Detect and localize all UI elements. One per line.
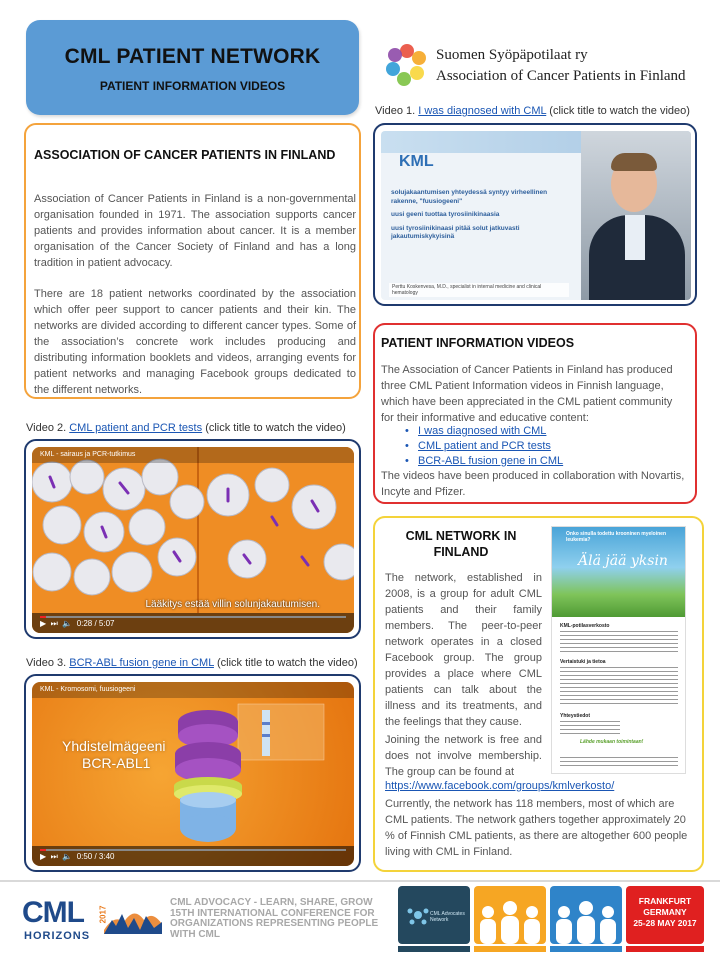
logo-line-2: Association of Cancer Patients in Finland: [436, 68, 686, 84]
city-skyline-icon: [104, 900, 162, 934]
video1-player[interactable]: [373, 123, 697, 306]
footer-line-4: WITH CML: [170, 928, 220, 940]
flyer-title-1: KML-potilasverkosto: [560, 623, 610, 629]
flyer-footer-lines: [560, 757, 678, 767]
network-heading-line-2: FINLAND: [433, 545, 489, 559]
network-box: [373, 516, 704, 872]
people-icon: [550, 886, 622, 944]
footer-line-3: ORGANIZATIONS REPRESENTING PEOPLE: [170, 918, 379, 929]
slide-bullet: uusi geeni tuottaa tyrosiinikinaasia: [391, 211, 500, 218]
flyer-text-lines: [560, 721, 620, 735]
list-link-video2[interactable]: CML patient and PCR tests: [418, 440, 551, 452]
color-strip-teal: [398, 946, 470, 952]
video3-frame: [32, 682, 354, 866]
network-paragraph-3: Currently, the network has 118 members, most of which are CML patients. The network gathers together approximately 20 % of Finnish CML patients, as there are altogether 600 people living with CML in Finland.: [385, 798, 688, 858]
network-paragraph-1: The network, established in 2008, is a group for adult CML patients and their family members. The peer-to-peer network operates in a closed Facebook group. The group provides a place where CML patients can talk about the illness and its treatments, and the feelings that they cause.: [385, 572, 542, 728]
horizons-logo-word: HORIZONS: [24, 930, 91, 942]
network-dots-icon: [406, 903, 430, 927]
patient-videos-outro: The videos have been produced in collaboration with Novartis, Incyte and Pfizer.: [381, 470, 685, 498]
footer-line-1: CML ADVOCACY - LEARN, SHARE, GROW: [170, 897, 373, 908]
association-box: [24, 123, 361, 399]
video3-title-bar: KML - Kromosomi, fuusiogeeni: [32, 682, 354, 698]
slide-bullet: solujakaantumisen yhteydessä syntyy virheellinen rakenne, "fuusiogeeni": [391, 189, 548, 205]
event-city: FRANKFURT: [638, 896, 692, 906]
flyer-header: Onko sinulla todettu krooninen myeloinen leukemia?: [566, 531, 667, 543]
video3-suffix: (click title to watch the video): [217, 657, 358, 669]
event-dates: 25-28 MAY 2017: [633, 918, 697, 928]
video2-caption: [26, 422, 346, 434]
association-logo: [384, 42, 704, 90]
slide-bullet: uusi tyrosiinikinaasi pitää solut jatkuvasti jakautumiskykyisinä: [391, 224, 520, 240]
play-icon[interactable]: ▶: [40, 619, 47, 628]
flyer-title-3: Yhteystiedot: [560, 713, 591, 719]
list-item: [405, 424, 563, 439]
video3-prefix: Video 3.: [26, 657, 67, 669]
video3-caption: [26, 657, 358, 669]
speaker-caption: Perttu Koskenvesa, M.D., specialist in internal medicine and clinical hematology: [389, 283, 569, 297]
page-title: CML PATIENT NETWORK: [64, 45, 321, 68]
patient-videos-heading: PATIENT INFORMATION VIDEOS: [381, 336, 575, 350]
video1-frame: [381, 131, 691, 300]
gene-label-1: Yhdistelmägeeni: [62, 738, 166, 754]
video2-title-bar: KML - sairaus ja PCR-tutkimus: [32, 447, 354, 463]
video2-suffix: (click title to watch the video): [205, 422, 346, 434]
flower-logo-icon: [384, 42, 430, 88]
video-link-list: [405, 424, 563, 469]
people-icon: [474, 886, 546, 944]
speaker-shirt: [625, 215, 645, 260]
video2-controls[interactable]: [32, 613, 354, 633]
list-link-video1[interactable]: I was diagnosed with CML: [418, 425, 547, 437]
video3-time: 0:50 / 3:40: [76, 852, 115, 861]
fusion-gene-illustration: [32, 682, 354, 866]
speaker-hair: [611, 153, 657, 171]
footer-line-2: 15TH INTERNATIONAL CONFERENCE FOR: [170, 907, 375, 919]
volume-icon[interactable]: 🔈: [62, 619, 73, 628]
video1-suffix: (click title to watch the video): [549, 105, 690, 117]
event-country: GERMANY: [643, 907, 687, 917]
gene-label-2: BCR-ABL1: [82, 755, 151, 771]
speaker-video: [581, 131, 691, 300]
patient-videos-intro: The Association of Cancer Patients in Finland has produced three CML Patient Information videos in Finnish language, which have been appreciated in the CML patient community for their informative and educative content:: [381, 364, 673, 424]
network-logo-label: CML Advocates Network: [430, 911, 465, 923]
video2-prefix: Video 2.: [26, 422, 67, 434]
conference-text: [170, 898, 378, 940]
association-paragraph-2: There are 18 patient networks coordinated by the association which offer peer support to cancer patients and their kin. The networks are divided according to different cancer types. Some of the association’s concrete work includes producing and distributing information booklets and videos, arranging events for patient networks and managing Facebook groups dedicated to the different networks.: [34, 288, 356, 396]
list-item: [405, 454, 563, 469]
patient-videos-box: [373, 323, 697, 504]
event-location-tile: [626, 886, 704, 944]
video1-caption: [375, 105, 690, 117]
color-strip-red: [626, 946, 704, 952]
slide-bullets: [391, 189, 551, 242]
people-tile-orange: [474, 886, 546, 944]
video3-progress-bar[interactable]: [40, 849, 346, 851]
bullet-icon: •: [405, 425, 409, 437]
cml-horizons-logo: [22, 894, 162, 950]
slide-title: KML: [399, 153, 434, 170]
conference-footer: [0, 880, 720, 960]
flyer-title-2: Vertaistuki ja tietoa: [560, 659, 606, 665]
video2-subtitle: Lääkitys estää villin solunjakautumisen.: [145, 599, 320, 610]
flyer-meadow-image: [552, 527, 686, 617]
cml-logo-word: CML: [22, 896, 84, 929]
page-subtitle: PATIENT INFORMATION VIDEOS: [99, 79, 286, 93]
video2-frame: [32, 447, 354, 633]
facebook-group-link[interactable]: https://www.facebook.com/groups/kmlverkosto/: [385, 780, 615, 792]
video3-link[interactable]: BCR-ABL fusion gene in CML: [69, 657, 214, 669]
flyer-text-lines: [560, 667, 678, 707]
video3-controls[interactable]: [32, 846, 354, 866]
people-tile-blue: [550, 886, 622, 944]
network-heading-line-1: CML NETWORK IN: [405, 529, 517, 543]
association-heading: ASSOCIATION OF CANCER PATIENTS IN FINLAND: [34, 148, 336, 162]
flyer-script: Älä jää yksin: [578, 553, 668, 569]
association-paragraph-1: Association of Cancer Patients in Finland is a non-governmental organisation founded in 1971. The association supports cancer patients and provides information about cancer. It is a member organisation of the Cancer Society of Finland and has a long tradition in patient advocacy.: [34, 193, 356, 269]
bullet-icon: •: [405, 440, 409, 452]
flyer-sign: Lähde mukaan toimintaan!: [580, 739, 644, 745]
network-flyer: [551, 526, 686, 774]
skip-icon[interactable]: ⏭: [50, 852, 58, 861]
network-logo-tile: [398, 886, 470, 944]
bullet-icon: •: [405, 455, 409, 467]
video2-player[interactable]: [24, 439, 361, 639]
title-banner: [26, 20, 359, 115]
video2-progress-bar[interactable]: [40, 616, 346, 618]
network-paragraph-2: Joining the network is free and does not involve membership. The group can be found at: [385, 734, 542, 778]
video1-prefix: Video 1.: [375, 105, 416, 117]
skip-icon[interactable]: ⏭: [50, 619, 58, 628]
color-strip-blue: [550, 946, 622, 952]
logo-line-1: Suomen Syöpäpotilaat ry: [436, 47, 588, 63]
footer-divider: [0, 880, 720, 882]
list-link-video3[interactable]: BCR-ABL fusion gene in CML: [418, 455, 564, 467]
play-icon[interactable]: ▶: [40, 852, 47, 861]
logo-year: 2017: [98, 905, 108, 924]
color-strip-orange: [474, 946, 546, 952]
video2-link[interactable]: CML patient and PCR tests: [69, 422, 203, 434]
list-item: [405, 439, 563, 454]
flyer-text-lines: [560, 631, 678, 653]
video3-player[interactable]: [24, 674, 361, 872]
network-heading: [381, 528, 541, 560]
volume-icon[interactable]: 🔈: [62, 852, 73, 861]
video1-link[interactable]: I was diagnosed with CML: [418, 105, 547, 117]
video2-time: 0:28 / 5:07: [76, 619, 115, 628]
